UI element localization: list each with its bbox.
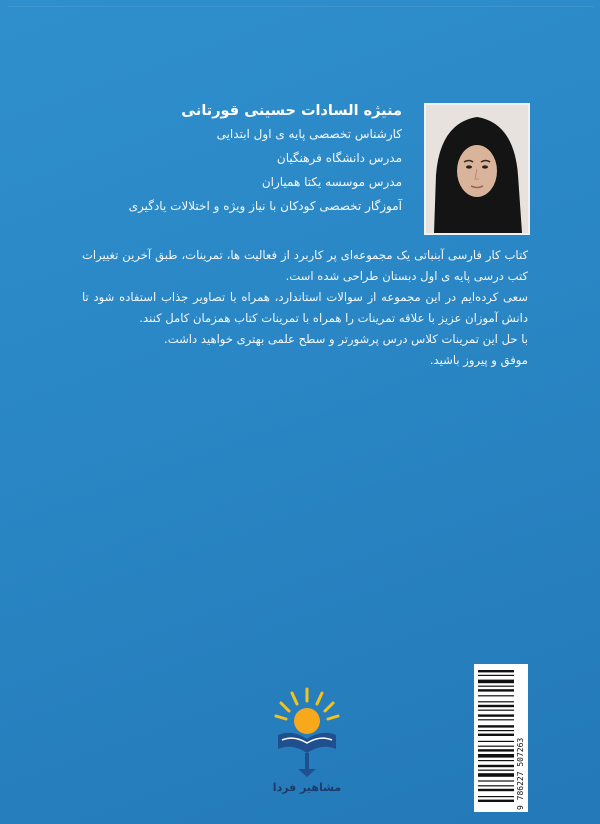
description-paragraph: سعی کرده‌ایم در این مجموعه از سوالات استاندارد، همراه با تصاویر جذاب استفاده شود تا دانش آموزان عزیز با علاقه تمرینات را همراه با تمرینات کتاب همزمان کامل کنند. — [82, 290, 528, 325]
barcode-bar — [478, 675, 514, 676]
barcode-bar — [478, 695, 514, 696]
barcode-bar — [478, 785, 514, 786]
barcode-bar — [478, 780, 514, 781]
barcode-number: 9 786227 507263 — [516, 737, 525, 810]
barcode-bar — [478, 686, 514, 687]
barcode-bar — [478, 719, 514, 720]
description-paragraph: کتاب کار فارسی آبنباتی یک مجموعه‌ای پر کاربرد از فعالیت ها، تمرینات، طبق آخرین تغییرات کتب درسی پایه ی اول دبستان طراحی شده است. — [82, 248, 528, 283]
barcode-bar — [478, 705, 514, 707]
barcode-bar — [478, 741, 514, 742]
barcode-bar — [478, 725, 514, 727]
author-role: کارشناس تخصصی پایه ی اول ابتدایی — [216, 127, 402, 141]
barcode-bar — [478, 796, 514, 797]
barcode-bar — [478, 760, 514, 761]
author-role: مدرس دانشگاه فرهنگیان — [276, 151, 402, 165]
barcode-bar — [478, 734, 514, 736]
author-name: منیژه السادات حسینی قورتانی — [181, 103, 402, 119]
barcode-bar — [478, 789, 514, 791]
barcode-bar — [478, 730, 514, 731]
back-cover — [8, 6, 594, 818]
barcode-bar — [478, 710, 514, 711]
author-role: مدرس موسسه یکتا همیاران — [261, 175, 402, 189]
author-info — [102, 103, 402, 223]
barcode-bar — [478, 701, 514, 702]
publisher-logo — [272, 683, 342, 809]
publisher-name: مشاهیر فردا — [272, 781, 342, 794]
book-description — [82, 245, 528, 371]
barcode-bar — [478, 689, 514, 691]
barcode-bar — [478, 800, 514, 802]
barcode-bar — [478, 770, 514, 771]
description-paragraph: با حل این تمرینات کلاس درس پرشورتر و سطح علمی بهتری خواهید داشت. — [164, 332, 528, 346]
isbn-barcode — [474, 664, 528, 812]
barcode-bar — [478, 765, 514, 767]
barcode-bar — [478, 670, 514, 672]
barcode-bar — [478, 746, 514, 747]
publisher-logo-icon — [272, 683, 342, 783]
barcode-bar — [478, 714, 514, 716]
barcode-bar — [478, 680, 514, 684]
barcode-bar — [478, 749, 514, 751]
description-paragraph: موفق و پیروز باشید. — [429, 353, 528, 367]
author-photo — [424, 103, 530, 235]
barcode-bar — [478, 773, 514, 777]
author-role: آموزگار تخصصی کودکان با نیاز ویژه و اختلالات یادگیری — [128, 199, 402, 213]
barcode-bar — [478, 754, 514, 758]
